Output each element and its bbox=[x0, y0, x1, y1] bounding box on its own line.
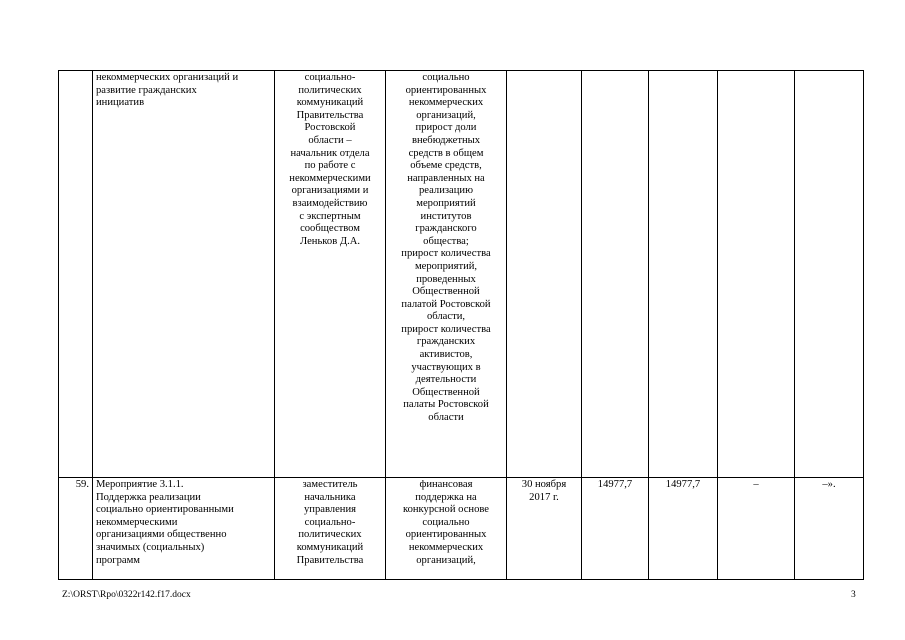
text-line: некоммерческими bbox=[96, 516, 178, 528]
text-line: реализацию bbox=[418, 185, 474, 197]
regional-budget-cell bbox=[649, 71, 718, 478]
text-line: конкурсной основе bbox=[402, 504, 490, 516]
deadline-cell bbox=[507, 478, 582, 580]
text-line: инициатив bbox=[96, 97, 145, 109]
text-line: гражданского bbox=[415, 223, 477, 235]
text-line: Ростовской bbox=[304, 122, 356, 134]
row-number-cell: 59. bbox=[59, 478, 93, 580]
text-line: институтов bbox=[420, 210, 472, 222]
text-line: ориентированных bbox=[405, 529, 487, 541]
footer-file-path: Z:\ORST\Rpo\0322r142.f17.docx bbox=[62, 590, 191, 600]
text-line: сообществом bbox=[300, 223, 360, 235]
text-line: области – bbox=[308, 134, 352, 146]
other-sources-cell bbox=[795, 71, 864, 478]
text-line: области, bbox=[426, 311, 466, 323]
text-line: палатой Ростовской bbox=[401, 298, 491, 310]
total-amount-cell: 14977,7 bbox=[582, 478, 649, 580]
text-line: объеме средств, bbox=[410, 160, 482, 172]
text-line: палаты Ростовской bbox=[403, 399, 489, 411]
text-line: направленных на bbox=[407, 172, 485, 184]
text-line: прирост количества bbox=[401, 248, 491, 260]
text-line: коммуникаций bbox=[296, 97, 364, 109]
text-line: начальника bbox=[304, 491, 356, 503]
text-line: Мероприятие 3.1.1. bbox=[96, 479, 184, 490]
text-line: взаимодействию bbox=[292, 197, 368, 209]
text-line: некоммерческими bbox=[289, 172, 371, 184]
text-line: начальник отдела bbox=[290, 147, 370, 159]
text-line: гражданских bbox=[416, 336, 476, 348]
text-line: организаций, bbox=[416, 554, 476, 566]
text-line: развитие гражданских bbox=[96, 84, 197, 96]
text-line: организациями и bbox=[291, 185, 369, 197]
text-line: Поддержка реализации bbox=[96, 491, 201, 503]
responsible-cell bbox=[275, 478, 386, 580]
text-line: коммуникаций bbox=[296, 541, 364, 553]
text-line: значимых (социальных) bbox=[96, 541, 205, 553]
text-line: поддержка на bbox=[415, 491, 477, 503]
row-number-cell bbox=[59, 71, 93, 478]
activity-name-cell bbox=[93, 71, 275, 478]
table-row bbox=[59, 71, 864, 478]
text-line: активистов, bbox=[419, 349, 473, 361]
text-line: Общественной bbox=[412, 286, 480, 298]
text-line: 2017 г. bbox=[529, 491, 559, 503]
text-line: программ bbox=[96, 554, 141, 566]
text-line: социально bbox=[422, 516, 470, 528]
text-line: Общественной bbox=[412, 386, 480, 398]
text-line: Правительства bbox=[296, 109, 364, 121]
text-line: Правительства bbox=[296, 554, 364, 566]
text-line: внебюджетных bbox=[411, 134, 481, 146]
responsible-cell bbox=[275, 71, 386, 478]
text-line: финансовая bbox=[419, 479, 473, 490]
text-line: заместитель bbox=[302, 479, 358, 490]
document-table bbox=[58, 70, 864, 580]
text-line: 30 ноября bbox=[521, 479, 567, 490]
text-line: Леньков Д.А. bbox=[299, 235, 361, 247]
text-line: социально ориентированными bbox=[96, 504, 234, 516]
text-line: участвующих в bbox=[411, 361, 481, 373]
federal-budget-cell: – bbox=[718, 478, 795, 580]
text-line: мероприятий bbox=[416, 197, 476, 209]
text-line: организациями общественно bbox=[96, 529, 227, 541]
page-number: 3 bbox=[851, 590, 856, 600]
text-line: деятельности bbox=[415, 374, 477, 386]
text-line: управления bbox=[303, 504, 357, 516]
total-amount-cell bbox=[582, 71, 649, 478]
text-line: некоммерческих bbox=[408, 541, 484, 553]
text-line: прирост количества bbox=[401, 323, 491, 335]
deadline-cell bbox=[507, 71, 582, 478]
text-line: по работе с bbox=[304, 160, 356, 172]
text-line: мероприятий, bbox=[414, 260, 478, 272]
text-line: социально bbox=[422, 72, 470, 83]
text-line: области bbox=[428, 412, 464, 424]
text-line: политических bbox=[298, 529, 362, 541]
text-line: социально- bbox=[304, 72, 356, 83]
expected-result-cell bbox=[386, 478, 507, 580]
text-line: прирост доли bbox=[415, 122, 477, 134]
text-line: с экспертным bbox=[299, 210, 361, 222]
text-line: политических bbox=[298, 84, 362, 96]
text-line: социально- bbox=[304, 516, 356, 528]
regional-budget-cell: 14977,7 bbox=[649, 478, 718, 580]
expected-result-cell bbox=[386, 71, 507, 478]
other-sources-cell: –». bbox=[795, 478, 864, 580]
text-line: некоммерческих bbox=[408, 97, 484, 109]
text-line: общества; bbox=[423, 235, 469, 247]
activity-name-cell bbox=[93, 478, 275, 580]
text-line: ориентированных bbox=[405, 84, 487, 96]
text-line: проведенных bbox=[416, 273, 476, 285]
text-line: средств в общем bbox=[408, 147, 484, 159]
table-row bbox=[59, 478, 864, 580]
text-line: некоммерческих организаций и bbox=[96, 72, 239, 83]
text-line: организаций, bbox=[416, 109, 476, 121]
federal-budget-cell bbox=[718, 71, 795, 478]
